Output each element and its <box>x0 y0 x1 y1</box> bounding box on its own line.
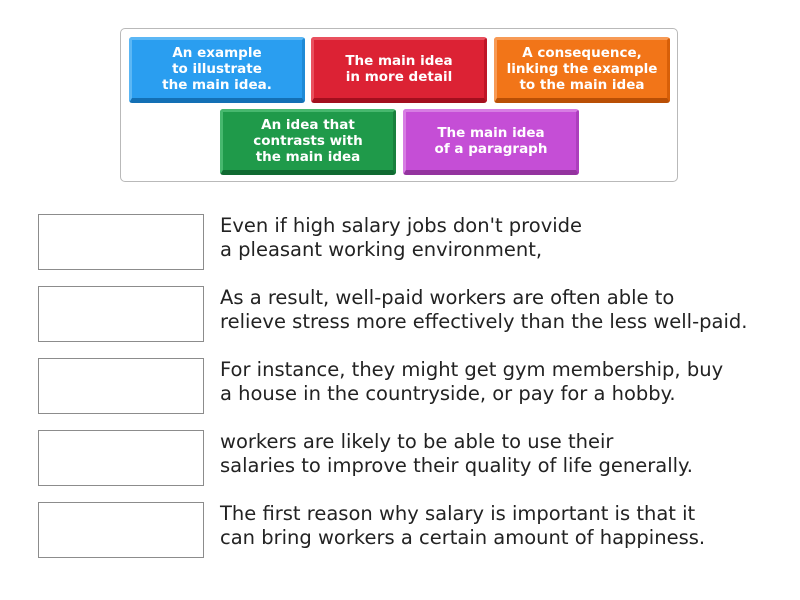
drop-zone-5[interactable] <box>38 502 204 558</box>
tile-main-idea[interactable] <box>403 109 579 175</box>
match-row-2 <box>38 286 778 342</box>
tile-main-idea-detail[interactable] <box>311 37 487 103</box>
match-row-5 <box>38 502 778 558</box>
drop-zone-3[interactable] <box>38 358 204 414</box>
tile-label: An example to illustrate the main idea. <box>162 45 272 93</box>
tile-example[interactable] <box>129 37 305 103</box>
statement-text: The first reason why salary is important is that it can bring workers a certain amount of happiness. <box>220 502 706 549</box>
match-row-1 <box>38 214 778 270</box>
match-row-4 <box>38 430 778 486</box>
tile-label: The main idea of a paragraph <box>434 125 548 157</box>
statement-text: For instance, they might get gym membership, buy a house in the countryside, or pay for a hobby. <box>220 358 724 405</box>
drop-zone-2[interactable] <box>38 286 204 342</box>
match-row-3 <box>38 358 778 414</box>
tile-label: An idea that contrasts with the main idea <box>253 117 363 165</box>
statement-text: Even if high salary jobs don't provide a pleasant working environment, <box>220 214 583 261</box>
tile-label: The main idea in more detail <box>345 53 453 85</box>
statement-text: workers are likely to be able to use their salaries to improve their quality of life generally. <box>220 430 694 477</box>
drop-zone-1[interactable] <box>38 214 204 270</box>
statement-text: As a result, well-paid workers are often able to relieve stress more effectively than the less well-paid. <box>220 286 748 333</box>
tile-consequence[interactable] <box>494 37 670 103</box>
drop-zone-4[interactable] <box>38 430 204 486</box>
tile-contrast[interactable] <box>220 109 396 175</box>
tile-label: A consequence, linking the example to the main idea <box>506 45 658 93</box>
